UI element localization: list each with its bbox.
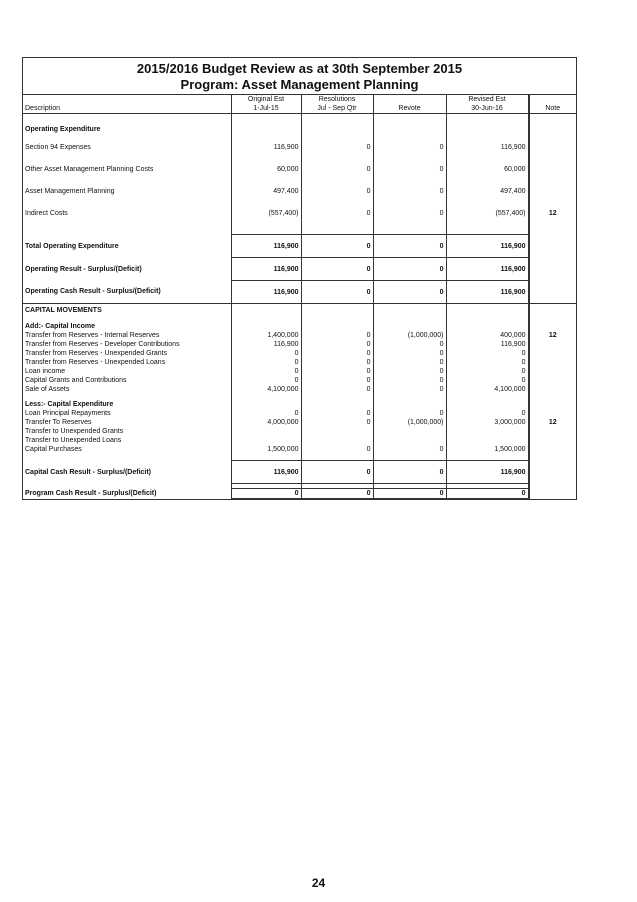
spacer [301, 224, 373, 235]
value-revised: 497,400 [446, 180, 528, 202]
value-revised: 0 [446, 367, 528, 376]
value-original: 1,500,000 [231, 445, 301, 454]
header-row-bottom [23, 104, 576, 114]
value-note [529, 349, 576, 358]
value-revised: 116,900 [446, 258, 528, 281]
value-note [529, 158, 576, 180]
value-revote: 0 [373, 202, 446, 224]
spacer [23, 114, 231, 123]
col-revised-bottom: 30-Jun-16 [446, 104, 528, 114]
col-revised-top: Revised Est [446, 95, 528, 105]
spacer [231, 304, 301, 317]
value-revote: 0 [373, 340, 446, 349]
spacer [373, 322, 446, 331]
row-label: Loan Principal Repayments [25, 410, 111, 417]
value-resolutions: 0 [301, 418, 373, 427]
value-resolutions: 0 [301, 258, 373, 281]
value-resolutions: 0 [301, 376, 373, 385]
value-revote: (1,000,000) [373, 331, 446, 340]
spacer [373, 114, 446, 123]
value-revote: 0 [373, 358, 446, 367]
value-revised [446, 427, 528, 436]
value-revote: 0 [373, 258, 446, 281]
row-label: Transfer to Unexpended Grants [25, 428, 124, 435]
col-revote: Revote [373, 104, 446, 114]
value-revote: 0 [373, 180, 446, 202]
value-revised: 0 [446, 376, 528, 385]
spacer [529, 400, 576, 409]
value-revised: 0 [446, 349, 528, 358]
value-revised: 3,000,000 [446, 418, 528, 427]
value-revote: 0 [373, 349, 446, 358]
header-blank [529, 95, 576, 105]
header-blank [23, 95, 231, 105]
value-revised: 0 [446, 358, 528, 367]
row-label: Capital Purchases [25, 446, 82, 453]
value-note [529, 180, 576, 202]
spacer [301, 322, 373, 331]
spacer [231, 224, 301, 235]
value-resolutions: 0 [301, 340, 373, 349]
operating-row [23, 180, 576, 202]
value-original: 4,000,000 [231, 418, 301, 427]
value-original: 0 [231, 489, 301, 499]
value-revote: 0 [373, 136, 446, 158]
value-revote: (1,000,000) [373, 418, 446, 427]
row-label: Other Asset Management Planning Costs [25, 165, 154, 173]
less-capital-expenditure-heading [23, 400, 576, 409]
capital-income-row [23, 349, 576, 358]
spacer [373, 304, 446, 317]
spacer [446, 322, 528, 331]
spacer [446, 400, 528, 409]
value-revised: 116,900 [446, 340, 528, 349]
row-label: Transfer from Reserves - Unexpended Loans [25, 359, 166, 366]
value-revote: 0 [373, 461, 446, 484]
spacer [529, 122, 576, 136]
value-note: 12 [529, 202, 576, 224]
value-revote [373, 427, 446, 436]
capital-expenditure-row [23, 418, 576, 427]
row-label: Operating Cash Result - Surplus/(Deficit) [25, 288, 161, 296]
total-operating-row [23, 235, 576, 258]
value-original: 1,400,000 [231, 331, 301, 340]
value-resolutions: 0 [301, 158, 373, 180]
value-resolutions: 0 [301, 409, 373, 418]
value-revote: 0 [373, 367, 446, 376]
row-label: Section 94 Expenses [25, 143, 91, 151]
value-resolutions: 0 [301, 180, 373, 202]
value-revote: 0 [373, 235, 446, 258]
spacer [373, 400, 446, 409]
value-resolutions: 0 [301, 349, 373, 358]
operating-row [23, 136, 576, 158]
value-original: 0 [231, 358, 301, 367]
value-note [529, 367, 576, 376]
value-original: 497,400 [231, 180, 301, 202]
value-revised: 116,900 [446, 136, 528, 158]
spacer-row [23, 224, 576, 235]
capital-expenditure-row [23, 427, 576, 436]
col-original-bottom: 1-Jul-15 [231, 104, 301, 114]
value-original: 0 [231, 376, 301, 385]
row-label: Transfer from Reserves - Developer Contributions [25, 341, 180, 348]
row-label: Asset Management Planning [25, 187, 115, 195]
value-note [529, 461, 576, 484]
col-note: Note [529, 104, 576, 114]
value-original: 4,100,000 [231, 385, 301, 394]
value-resolutions: 0 [301, 489, 373, 499]
value-note [529, 409, 576, 418]
col-resolutions-bottom: Jul - Sep Qtr [301, 104, 373, 114]
row-label: Operating Result - Surplus/(Deficit) [25, 265, 142, 273]
value-original: 116,900 [231, 235, 301, 258]
value-original [231, 436, 301, 445]
value-note [529, 376, 576, 385]
value-original: 116,900 [231, 258, 301, 281]
value-original: 116,900 [231, 281, 301, 304]
capital-income-row [23, 385, 576, 394]
value-revote: 0 [373, 281, 446, 304]
capital-expenditure-row [23, 436, 576, 445]
spacer [231, 400, 301, 409]
program-title: Program: Asset Management Planning [180, 77, 419, 92]
spacer [446, 122, 528, 136]
spacer [446, 224, 528, 235]
row-label: Indirect Costs [25, 209, 68, 217]
value-original: (557,400) [231, 202, 301, 224]
spacer [301, 304, 373, 317]
value-note [529, 340, 576, 349]
value-note [529, 281, 576, 304]
spacer [529, 224, 576, 235]
value-note: 12 [529, 331, 576, 340]
capital-heading [23, 304, 576, 317]
value-note [529, 136, 576, 158]
capital-heading: CAPITAL MOVEMENTS [23, 304, 231, 317]
value-original: 116,900 [231, 136, 301, 158]
capital-cash-result-row [23, 461, 576, 484]
header-blank [373, 95, 446, 105]
value-revote: 0 [373, 158, 446, 180]
capital-income-row [23, 340, 576, 349]
value-revised [446, 436, 528, 445]
value-resolutions: 0 [301, 385, 373, 394]
spacer [446, 114, 528, 123]
value-resolutions: 0 [301, 461, 373, 484]
value-revote [373, 436, 446, 445]
value-resolutions: 0 [301, 367, 373, 376]
row-label: Transfer from Reserves - Unexpended Grants [25, 350, 168, 357]
spacer [529, 114, 576, 123]
value-note [529, 436, 576, 445]
value-revised: 116,900 [446, 461, 528, 484]
spacer [529, 322, 576, 331]
spacer [529, 304, 576, 317]
value-original [231, 427, 301, 436]
value-original: 60,000 [231, 158, 301, 180]
capital-expenditure-row [23, 409, 576, 418]
capital-income-row [23, 367, 576, 376]
value-resolutions: 0 [301, 202, 373, 224]
value-resolutions [301, 427, 373, 436]
capital-income-row [23, 358, 576, 367]
operating-result-row [23, 258, 576, 281]
value-revised: 0 [446, 489, 528, 499]
value-original: 0 [231, 367, 301, 376]
value-resolutions: 0 [301, 235, 373, 258]
value-note [529, 258, 576, 281]
value-note [529, 489, 576, 499]
value-revised: 4,100,000 [446, 385, 528, 394]
spacer [231, 122, 301, 136]
header-row-top [23, 95, 576, 105]
row-label: Capital Cash Result - Surplus/(Deficit) [25, 468, 152, 476]
row-label: Loan income [25, 368, 66, 375]
add-capital-income-heading: Add:- Capital Income [25, 323, 96, 330]
value-original: 116,900 [231, 340, 301, 349]
value-revote: 0 [373, 385, 446, 394]
add-capital-income-heading [23, 322, 576, 331]
value-resolutions: 0 [301, 445, 373, 454]
spacer [446, 304, 528, 317]
operating-row [23, 158, 576, 180]
spacer [373, 122, 446, 136]
row-label: Transfer to Unexpended Loans [25, 437, 122, 444]
value-revote: 0 [373, 445, 446, 454]
col-original-top: Original Est [231, 95, 301, 105]
value-revised: 400,000 [446, 331, 528, 340]
capital-income-row [23, 376, 576, 385]
value-original: 0 [231, 409, 301, 418]
value-note [529, 358, 576, 367]
value-revised: 60,000 [446, 158, 528, 180]
capital-income-row [23, 331, 576, 340]
budget-sheet [22, 57, 577, 500]
page-number: 24 [311, 876, 326, 890]
value-note: 12 [529, 418, 576, 427]
value-revised: 0 [446, 409, 528, 418]
operating-row [23, 202, 576, 224]
row-label: Sale of Assets [25, 386, 70, 393]
row-label: Transfer To Reserves [25, 419, 92, 426]
program-cash-result-row [23, 489, 576, 499]
value-resolutions: 0 [301, 281, 373, 304]
report-title: 2015/2016 Budget Review as at 30th September 2015 [136, 61, 463, 76]
value-original: 116,900 [231, 461, 301, 484]
value-revote: 0 [373, 376, 446, 385]
spacer [231, 114, 301, 123]
value-resolutions: 0 [301, 358, 373, 367]
value-resolutions: 0 [301, 136, 373, 158]
operating-cash-result-row [23, 281, 576, 304]
value-note [529, 235, 576, 258]
spacer-row [23, 114, 576, 123]
col-resolutions-top: Resolutions [301, 95, 373, 105]
value-revised: (557,400) [446, 202, 528, 224]
row-label: Transfer from Reserves - Internal Reserves [25, 332, 160, 339]
spacer [23, 224, 231, 235]
less-capital-expenditure-heading: Less:- Capital Expenditure [25, 401, 114, 408]
value-note [529, 445, 576, 454]
row-label: Capital Grants and Contributions [25, 377, 127, 384]
value-revised: 1,500,000 [446, 445, 528, 454]
value-revised: 116,900 [446, 281, 528, 304]
row-label: Total Operating Expenditure [25, 242, 119, 250]
spacer [373, 224, 446, 235]
value-original: 0 [231, 349, 301, 358]
capital-expenditure-row [23, 445, 576, 454]
spacer [231, 322, 301, 331]
spacer [301, 114, 373, 123]
operating-heading: Operating Expenditure [25, 125, 101, 133]
spacer [301, 400, 373, 409]
value-revote: 0 [373, 409, 446, 418]
col-description: Description [23, 104, 231, 114]
budget-table [23, 94, 576, 499]
operating-heading [23, 122, 576, 136]
value-revised: 116,900 [446, 235, 528, 258]
value-note [529, 385, 576, 394]
value-resolutions [301, 436, 373, 445]
value-note [529, 427, 576, 436]
row-label: Program Cash Result - Surplus/(Deficit) [25, 490, 157, 497]
value-revote: 0 [373, 489, 446, 499]
spacer [301, 122, 373, 136]
value-resolutions: 0 [301, 331, 373, 340]
